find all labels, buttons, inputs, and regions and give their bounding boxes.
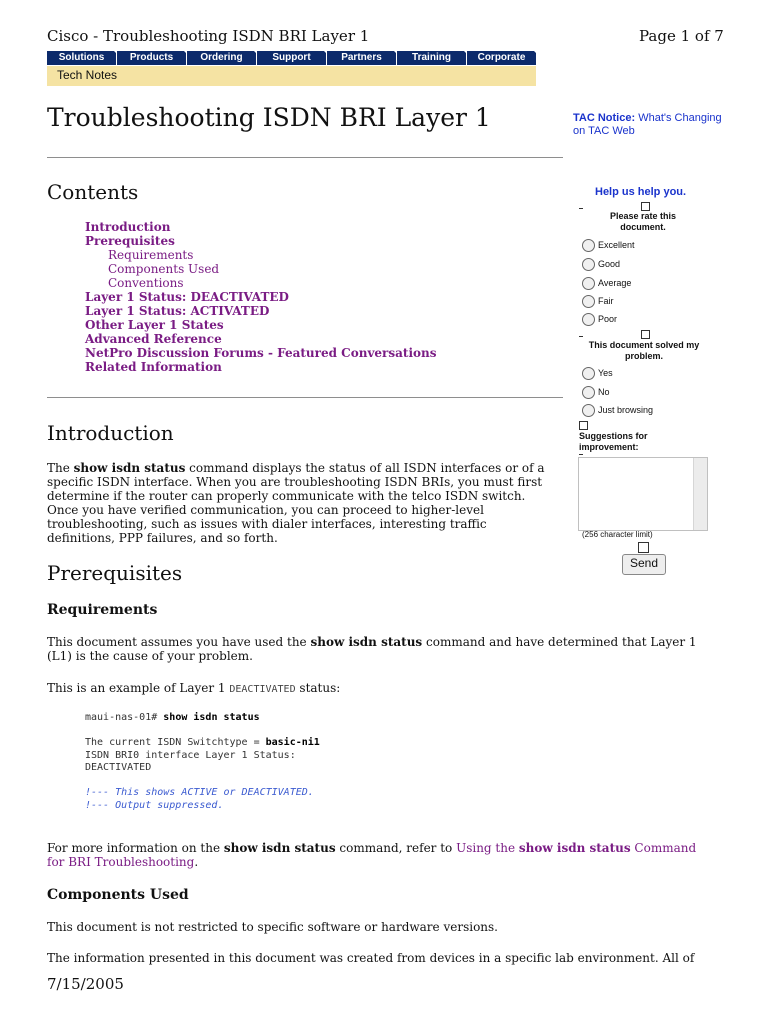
- command-text: show isdn status: [310, 635, 423, 649]
- nav-tab-corporate[interactable]: Corporate: [467, 51, 536, 65]
- link-text[interactable]: Command for BRI Troubleshooting: [47, 841, 697, 869]
- nav-tab-solutions[interactable]: Solutions: [47, 51, 117, 65]
- checkbox-icon: [641, 330, 650, 339]
- tac-notice: [573, 112, 723, 138]
- rating-average-radio[interactable]: [582, 277, 595, 290]
- text: This document assumes you have used the: [47, 635, 311, 649]
- checkbox-icon: [638, 542, 649, 553]
- components-paragraph-1: This document is not restricted to specific software or hardware versions.: [47, 920, 498, 934]
- rating-good-label: Good: [598, 259, 621, 269]
- toc-link-requirements[interactable]: Requirements: [108, 248, 194, 262]
- toc-link-other-layer1-states[interactable]: Other Layer 1 States: [85, 318, 224, 332]
- prerequisites-heading: Prerequisites: [47, 561, 183, 585]
- textarea-scrollbar[interactable]: [693, 458, 707, 530]
- toc-link-advanced-reference[interactable]: Advanced Reference: [85, 332, 222, 346]
- command-text: show isdn status: [223, 841, 336, 855]
- nav-tab-ordering[interactable]: Ordering: [187, 51, 257, 65]
- toc-link-components-used[interactable]: Components Used: [108, 262, 220, 276]
- print-header-page-number: Page 1 of 7: [639, 27, 724, 45]
- code-example: [85, 712, 320, 812]
- code-switchtype: basic-ni1: [265, 737, 320, 748]
- rating-poor-label: Poor: [598, 314, 618, 324]
- toc-link-netpro-forums[interactable]: NetPro Discussion Forums - Featured Conversations: [85, 346, 437, 360]
- checkbox-icon: [641, 202, 650, 211]
- table-of-contents: [85, 220, 437, 374]
- text: This is an example of Layer 1: [47, 681, 230, 695]
- solved-just-browsing-radio[interactable]: [582, 404, 595, 417]
- rating-poor-radio[interactable]: [582, 313, 595, 326]
- nav-tab-support[interactable]: Support: [257, 51, 327, 65]
- text: command displays the status of all ISDN interfaces or of a specific ISDN interface. When you are troubleshooting ISDN BRIs, you must first determine if the router can properly communicate with the telco ISDN switch. Once you have verified communication, you can proceed to higher-level troubleshooting, such as issues with dialer interfaces, interesting traffic definitions, PPP failures, and so forth.: [47, 461, 545, 545]
- suggestions-label: Suggestions for improvement:: [579, 431, 648, 452]
- introduction-heading: Introduction: [47, 421, 174, 445]
- tac-notice-label: TAC Notice:: [573, 112, 636, 124]
- nav-tab-partners[interactable]: Partners: [327, 51, 397, 65]
- toc-link-layer1-activated[interactable]: Layer 1 Status: ACTIVATED: [85, 304, 270, 318]
- rating-fair-radio[interactable]: [582, 295, 595, 308]
- separator-mark: [579, 208, 583, 209]
- link-text[interactable]: Using the: [456, 841, 519, 855]
- code-line: DEACTIVATED: [85, 762, 152, 773]
- toc-link-related-information[interactable]: Related Information: [85, 360, 222, 374]
- link-command-text[interactable]: show isdn status: [518, 841, 631, 855]
- code-line: The current ISDN Switchtype =: [85, 737, 266, 748]
- components-used-heading: Components Used: [47, 887, 189, 903]
- code-line: ISDN BRI0 interface Layer 1 Status:: [85, 749, 296, 761]
- text: The: [47, 461, 74, 475]
- solved-yes-radio[interactable]: [582, 367, 595, 380]
- introduction-paragraph: [47, 461, 557, 545]
- nav-tab-training[interactable]: Training: [397, 51, 467, 65]
- toc-link-conventions[interactable]: Conventions: [108, 276, 184, 290]
- code-comment: !--- This shows ACTIVE or DEACTIVATED.: [85, 787, 314, 798]
- rating-fair-label: Fair: [598, 296, 614, 306]
- rating-excellent-radio[interactable]: [582, 239, 595, 252]
- top-nav-bar: [47, 51, 536, 65]
- command-text: show isdn status: [73, 461, 186, 475]
- nav-tab-products[interactable]: Products: [117, 51, 187, 65]
- example-intro-paragraph: [47, 681, 340, 697]
- more-info-paragraph: [47, 841, 717, 869]
- requirements-heading: Requirements: [47, 602, 158, 618]
- rating-average-label: Average: [598, 278, 632, 288]
- character-limit-note: (256 character limit): [582, 530, 653, 539]
- divider: [47, 397, 563, 398]
- print-footer-date: 7/15/2005: [47, 975, 124, 993]
- solved-yes-label: Yes: [598, 368, 613, 378]
- text: status:: [295, 681, 341, 695]
- status-code-text: DEACTIVATED: [229, 684, 296, 695]
- rating-good-radio[interactable]: [582, 258, 595, 271]
- subnav-bar: [47, 66, 536, 86]
- separator-mark: [579, 336, 583, 337]
- text: command and have determined that Layer 1 (L1) is the cause of your problem.: [47, 635, 697, 663]
- contents-heading: Contents: [47, 180, 139, 204]
- solved-problem-label: This document solved my problem.: [588, 340, 700, 361]
- text: .: [194, 855, 199, 869]
- solved-just-browsing-label: Just browsing: [598, 405, 654, 415]
- components-paragraph-2: The information presented in this document was created from devices in a specific lab environment. All of: [47, 951, 695, 965]
- toc-link-prerequisites[interactable]: Prerequisites: [85, 234, 175, 248]
- send-button[interactable]: Send: [622, 554, 666, 575]
- separator-mark: [579, 454, 583, 455]
- code-comment: !--- Output suppressed.: [85, 799, 224, 811]
- text: command, refer to: [335, 841, 457, 855]
- toc-link-layer1-deactivated[interactable]: Layer 1 Status: DEACTIVATED: [85, 290, 289, 304]
- cli-command: show isdn status: [163, 712, 260, 723]
- toc-link-introduction[interactable]: Introduction: [85, 220, 171, 234]
- solved-no-radio[interactable]: [582, 386, 595, 399]
- rate-document-label: Please rate this document.: [609, 211, 677, 232]
- feedback-title: Help us help you.: [595, 186, 687, 198]
- divider: [47, 157, 563, 158]
- page-title: Troubleshooting ISDN BRI Layer 1: [47, 103, 491, 132]
- suggestions-textarea[interactable]: [578, 457, 708, 531]
- rating-excellent-label: Excellent: [598, 240, 635, 250]
- tac-notice-link[interactable]: What's Changing on TAC Web: [573, 112, 722, 137]
- requirements-paragraph: [47, 635, 717, 663]
- print-header-title: Cisco - Troubleshooting ISDN BRI Layer 1: [47, 27, 370, 45]
- text: For more information on the: [47, 841, 224, 855]
- cli-prompt: maui-nas-01#: [85, 712, 164, 723]
- checkbox-icon: [579, 421, 588, 430]
- subnav-tech-notes[interactable]: Tech Notes: [57, 68, 118, 82]
- solved-no-label: No: [598, 387, 610, 397]
